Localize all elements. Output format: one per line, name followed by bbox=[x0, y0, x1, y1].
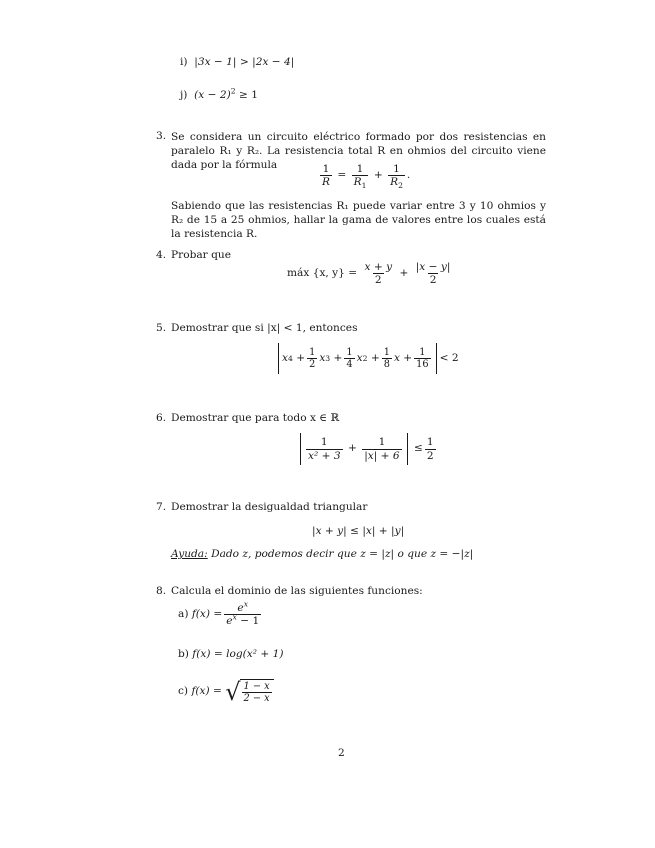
p3-b-num: 1 bbox=[393, 163, 400, 175]
problem-5-number: 5. bbox=[156, 322, 167, 334]
item-j bbox=[180, 86, 259, 102]
problem-3-question: Sabiendo que las resistencias R₁ puede variar entre 3 y 10 ohmios y R₂ de 15 a 25 ohmios, hallar la gama de valores entre los cuales está la resistencia R. bbox=[171, 200, 546, 241]
abs-bar-right bbox=[407, 433, 408, 465]
problem-4-formula: máx {x, y} = $\frac{x + y}{2}$ + $\frac{|x - y|}{2}$ bbox=[287, 261, 451, 287]
problem-8a bbox=[178, 599, 263, 628]
item-j-exp: 2 bbox=[230, 86, 236, 96]
p5-c2-num: 1 bbox=[309, 346, 316, 358]
p5-c2-den: 2 bbox=[309, 359, 316, 370]
abs-bar-left bbox=[300, 433, 301, 465]
p8a-lhs: f(x) = bbox=[191, 608, 223, 621]
p6-rhs-den: 2 bbox=[426, 449, 434, 462]
p3-b-den: R bbox=[390, 176, 399, 189]
p5-c3-den: 4 bbox=[346, 359, 353, 370]
p4-b-num: |x − y| bbox=[415, 261, 451, 273]
p3-a-den: R bbox=[353, 176, 362, 189]
p5-c3-num: 1 bbox=[346, 346, 353, 358]
item-i bbox=[180, 56, 294, 69]
problem-6-text: Demostrar que para todo x ∈ ℝ bbox=[171, 412, 340, 424]
problem-7-number: 7. bbox=[156, 501, 167, 513]
p8b-formula: f(x) = log(x² + 1) bbox=[192, 648, 284, 660]
p5-t3: x bbox=[356, 351, 363, 364]
problem-7-hint bbox=[171, 548, 473, 561]
abs-bar-right bbox=[436, 343, 437, 374]
problem-8-text: Calcula el dominio de las siguientes funciones: bbox=[171, 585, 423, 597]
p8a-num-exp: x bbox=[243, 599, 248, 609]
item-j-rhs: 1 bbox=[251, 89, 259, 101]
p8c-den: 2 − x bbox=[243, 693, 270, 705]
item-i-lhs: |3x − 1| bbox=[194, 56, 237, 68]
p8a-label: a) bbox=[178, 608, 189, 621]
problem-8b bbox=[178, 648, 283, 661]
problem-5-formula: x 4 + $\frac{1}{2}$ x 3 + $\frac{1}{4}$ x 2 + $\frac{1}{8}$ x + $\frac{1}{16}$ < 2 bbox=[275, 343, 459, 374]
p8a-num: e bbox=[237, 602, 244, 614]
item-j-lhs: (x − 2) bbox=[194, 89, 231, 101]
p5-t1: x bbox=[282, 351, 288, 364]
p5-t4: x bbox=[393, 351, 400, 364]
item-i-label: i) bbox=[180, 56, 188, 68]
item-j-label: j) bbox=[180, 89, 188, 101]
p3-b-sub: 2 bbox=[398, 181, 403, 191]
problem-4-number: 4. bbox=[156, 249, 167, 261]
p3-a-num: 1 bbox=[356, 163, 364, 175]
problem-8-number: 8. bbox=[156, 585, 167, 597]
p5-c4-den: 8 bbox=[383, 359, 390, 370]
p8c-lhs: f(x) = bbox=[191, 685, 222, 698]
item-i-rhs: |2x − 4| bbox=[252, 56, 295, 68]
p6-rhs-num: 1 bbox=[426, 436, 434, 449]
p8b-label: b) bbox=[178, 648, 189, 660]
item-i-rel: > bbox=[239, 56, 249, 68]
p6-b-den: |x| + 6 bbox=[364, 449, 400, 462]
page-number: 2 bbox=[338, 747, 345, 759]
problem-3-formula: $\frac{1}{R}$ = $\frac{1}{R_1}$ + $\frac{1}{R_2}$ . bbox=[322, 163, 411, 191]
p3-lhs-num: 1 bbox=[322, 163, 330, 175]
p4-a-den: 2 bbox=[374, 274, 382, 287]
hint-text: Dado z, podemos decir que z = |z| o que z = −|z| bbox=[211, 548, 474, 560]
problem-7-text: Demostrar la desigualdad triangular bbox=[171, 501, 368, 513]
p3-lhs-den: R bbox=[322, 176, 330, 189]
p3-a-sub: 1 bbox=[361, 181, 367, 191]
p8a-den-tail: − 1 bbox=[236, 615, 260, 628]
p6-b-num: 1 bbox=[378, 436, 386, 449]
problem-3-text: Se considera un circuito eléctrico formado por dos resistencias en paralelo R₁ y R₂. La resistencia total R en ohmios del circuito viene dada por la fórmula bbox=[171, 131, 546, 172]
problem-8c bbox=[178, 679, 274, 704]
problem-6-number: 6. bbox=[156, 412, 167, 424]
item-j-rel: ≥ bbox=[239, 89, 248, 101]
p8c-num: 1 − x bbox=[243, 681, 270, 692]
p6-a-num: 1 bbox=[320, 436, 328, 449]
p5-c5-den: 16 bbox=[416, 359, 429, 370]
p8a-den-exp: x bbox=[232, 612, 237, 622]
p6-a-den: x² + 3 bbox=[308, 449, 341, 462]
problem-5-text: Demostrar que si |x| < 1, entonces bbox=[171, 322, 358, 334]
problem-3-number: 3. bbox=[156, 130, 167, 142]
sqrt: √ $\frac{1 - x}{2 - x}$ bbox=[225, 679, 273, 704]
p5-c5-num: 1 bbox=[419, 346, 426, 358]
p5-tail: < 2 bbox=[439, 351, 459, 364]
p4-lhs: máx {x, y} = bbox=[287, 267, 358, 280]
hint-label: Ayuda: bbox=[171, 548, 208, 560]
problem-6-formula: $\frac{1}{\text{x² + 3}}$ + $\frac{1}{|x| + 6}$ ≤ $\frac{1}{2}$ bbox=[297, 433, 438, 465]
problem-4-text: Probar que bbox=[171, 249, 231, 261]
p8c-label: c) bbox=[178, 685, 189, 698]
p5-t2: x bbox=[319, 351, 326, 364]
abs-bar-left bbox=[278, 343, 279, 374]
p4-a-num: x + y bbox=[364, 261, 393, 273]
problem-7-formula: |x + y| ≤ |x| + |y| bbox=[312, 525, 405, 537]
p8a-den: e bbox=[226, 615, 233, 628]
p5-c4-num: 1 bbox=[383, 346, 390, 358]
p4-b-den: 2 bbox=[429, 274, 437, 287]
